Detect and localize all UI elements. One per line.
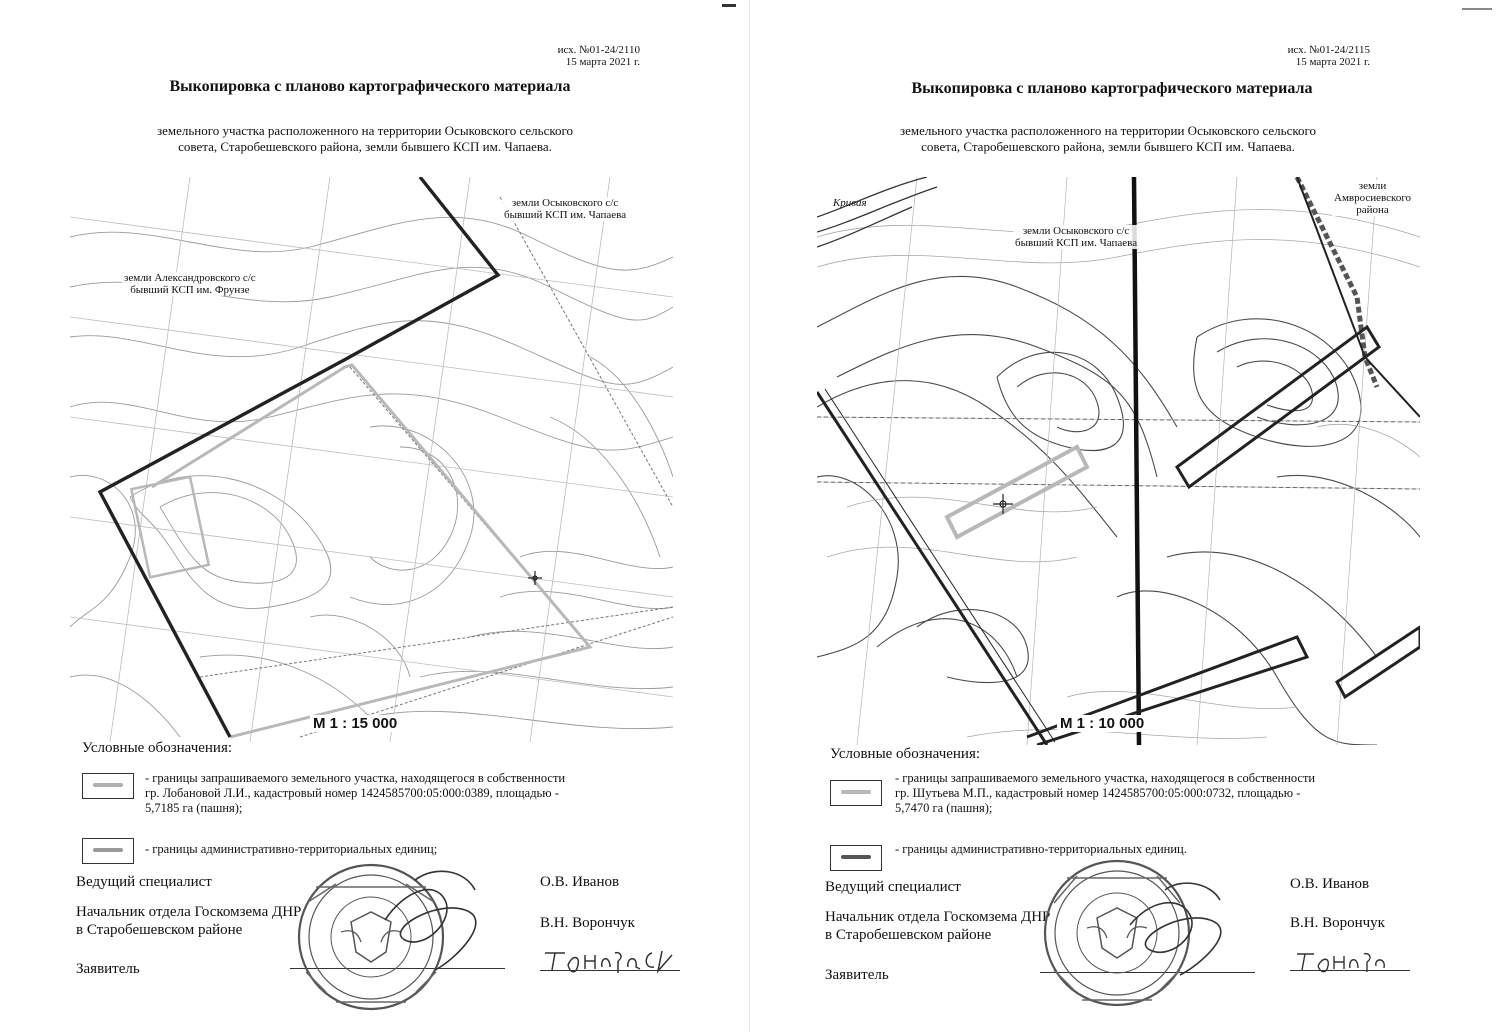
legend-swatch-parcel: [82, 773, 134, 799]
admin-boundary: [1337, 627, 1420, 697]
reference-date: 15 марта 2021 г.: [1295, 56, 1370, 68]
map-label-line: земли: [1358, 180, 1387, 192]
role-line: в Старобешевском районе: [76, 922, 243, 938]
signatory-name-specialist: О.В. Иванов: [1290, 876, 1370, 892]
map-label-line: земли Осыковского с/с: [1022, 225, 1130, 237]
document-title: Выкопировка с планово картографического материала: [169, 78, 571, 95]
signatory-role-head: [825, 908, 1050, 944]
river: [817, 177, 937, 247]
reference-number: исх. №01-24/2115: [1287, 44, 1370, 56]
legend-item-admin: - границы административно-территориальных единиц;: [145, 842, 438, 856]
legend-swatch-admin: [82, 838, 134, 864]
map-scale: М 1 : 10 000: [1057, 715, 1147, 732]
legend-line: гр. Лобановой Л.И., кадастровый номер 1424585700:05:000:0389, площадью -: [145, 786, 559, 800]
signatory-role-specialist: Ведущий специалист: [825, 879, 961, 895]
role-line: Начальник отдела Госкомзема ДНР: [76, 904, 302, 920]
map-label-line: бывший КСП им. Фрунзе: [130, 284, 250, 296]
document-sheet-left: [0, 0, 749, 1032]
legend-heading: Условные обозначения:: [830, 746, 981, 762]
document-subtitle: [85, 123, 645, 155]
legend-line: - границы запрашиваемого земельного участка, находящегося в собственности: [895, 771, 1316, 785]
legend-item-parcel: [145, 771, 715, 816]
map-label-road: Кривая: [833, 197, 867, 209]
role-line: в Старобешевском районе: [825, 927, 992, 943]
map-label-osykovsky: [1013, 225, 1139, 249]
legend-line: гр. Шутьева М.П., кадастровый номер 1424585700:05:000:0732, площадью -: [895, 786, 1301, 800]
document-sheet-right: [750, 0, 1499, 1032]
reference-block: [1210, 44, 1370, 68]
legend-heading: Условные обозначения:: [82, 740, 233, 756]
map-drawing: [70, 177, 673, 742]
railway-line: [817, 389, 1055, 745]
map-drawing: [817, 177, 1420, 745]
handwritten-signature-head: [375, 860, 485, 980]
legend-swatch-parcel: [830, 780, 882, 806]
map-label-line: земли Осыковского с/с: [511, 197, 619, 209]
reference-date: 15 марта 2021 г.: [565, 56, 640, 68]
map-label-line: бывший КСП им. Чапаева: [1015, 237, 1138, 249]
survey-point-marker: [528, 571, 542, 585]
legend-item-admin: - границы административно-территориальных единиц.: [895, 842, 1187, 856]
handwritten-signature-applicant: [540, 945, 680, 975]
reference-block: [480, 44, 640, 68]
map-label-line: Амвросиевского: [1334, 192, 1412, 204]
legend-item-parcel: [895, 771, 1465, 816]
contour-lines-minor: [817, 210, 1420, 739]
parcel-boundary: [152, 365, 590, 737]
admin-boundary: [1134, 177, 1139, 745]
contour-lines: [817, 276, 1420, 745]
document-subtitle: [828, 123, 1388, 155]
role-line: Начальник отдела Госкомзема ДНР: [825, 909, 1051, 925]
signatory-name-head: В.Н. Ворончук: [1290, 915, 1385, 931]
subtitle-line: земельного участка расположенного на территории Осыковского сельского: [156, 123, 574, 138]
signatory-role-specialist: Ведущий специалист: [76, 874, 212, 890]
field-roads: [817, 417, 1420, 489]
applicant-label: Заявитель: [76, 961, 140, 977]
map-label-amvrosievsky: [1332, 180, 1413, 216]
reference-number: исх. №01-24/2110: [557, 44, 640, 56]
subtitle-line: совета, Старобешевского района, земли бывшего КСП им. Чапаева.: [921, 139, 1295, 154]
signatory-name-specialist: О.В. Иванов: [540, 874, 620, 890]
legend-line: - границы запрашиваемого земельного участка, находящегося в собственности: [145, 771, 566, 785]
cadastral-map: [70, 177, 673, 742]
cadastral-map: [817, 177, 1420, 745]
signatory-name-head: В.Н. Ворончук: [540, 915, 635, 931]
map-label-osykovsky: [502, 197, 628, 221]
legend-line: 5,7185 га (пашня);: [145, 801, 243, 815]
handwritten-signature-head: [1120, 870, 1230, 980]
parcel-boundary: [947, 447, 1087, 537]
subtitle-line: совета, Старобешевского района, земли бывшего КСП им. Чапаева.: [178, 139, 552, 154]
map-label-line: земли Александровского с/с: [124, 272, 256, 284]
admin-boundary: [100, 177, 498, 737]
subtitle-line: земельного участка расположенного на территории Осыковского сельского: [899, 123, 1317, 138]
signatory-role-head: [76, 903, 301, 939]
survey-point-marker: [993, 494, 1013, 514]
handwritten-signature-applicant: [1292, 948, 1392, 974]
map-scale: М 1 : 15 000: [310, 715, 400, 732]
map-label-aleksandrovsky: [122, 272, 258, 296]
map-label-line: бывший КСП им. Чапаева: [504, 209, 627, 221]
legend-line: 5,7470 га (пашня);: [895, 801, 993, 815]
applicant-label: Заявитель: [825, 967, 889, 983]
legend-swatch-admin: [830, 845, 882, 871]
document-title: Выкопировка с планово картографического материала: [911, 80, 1313, 97]
map-label-line: района: [1356, 204, 1389, 216]
